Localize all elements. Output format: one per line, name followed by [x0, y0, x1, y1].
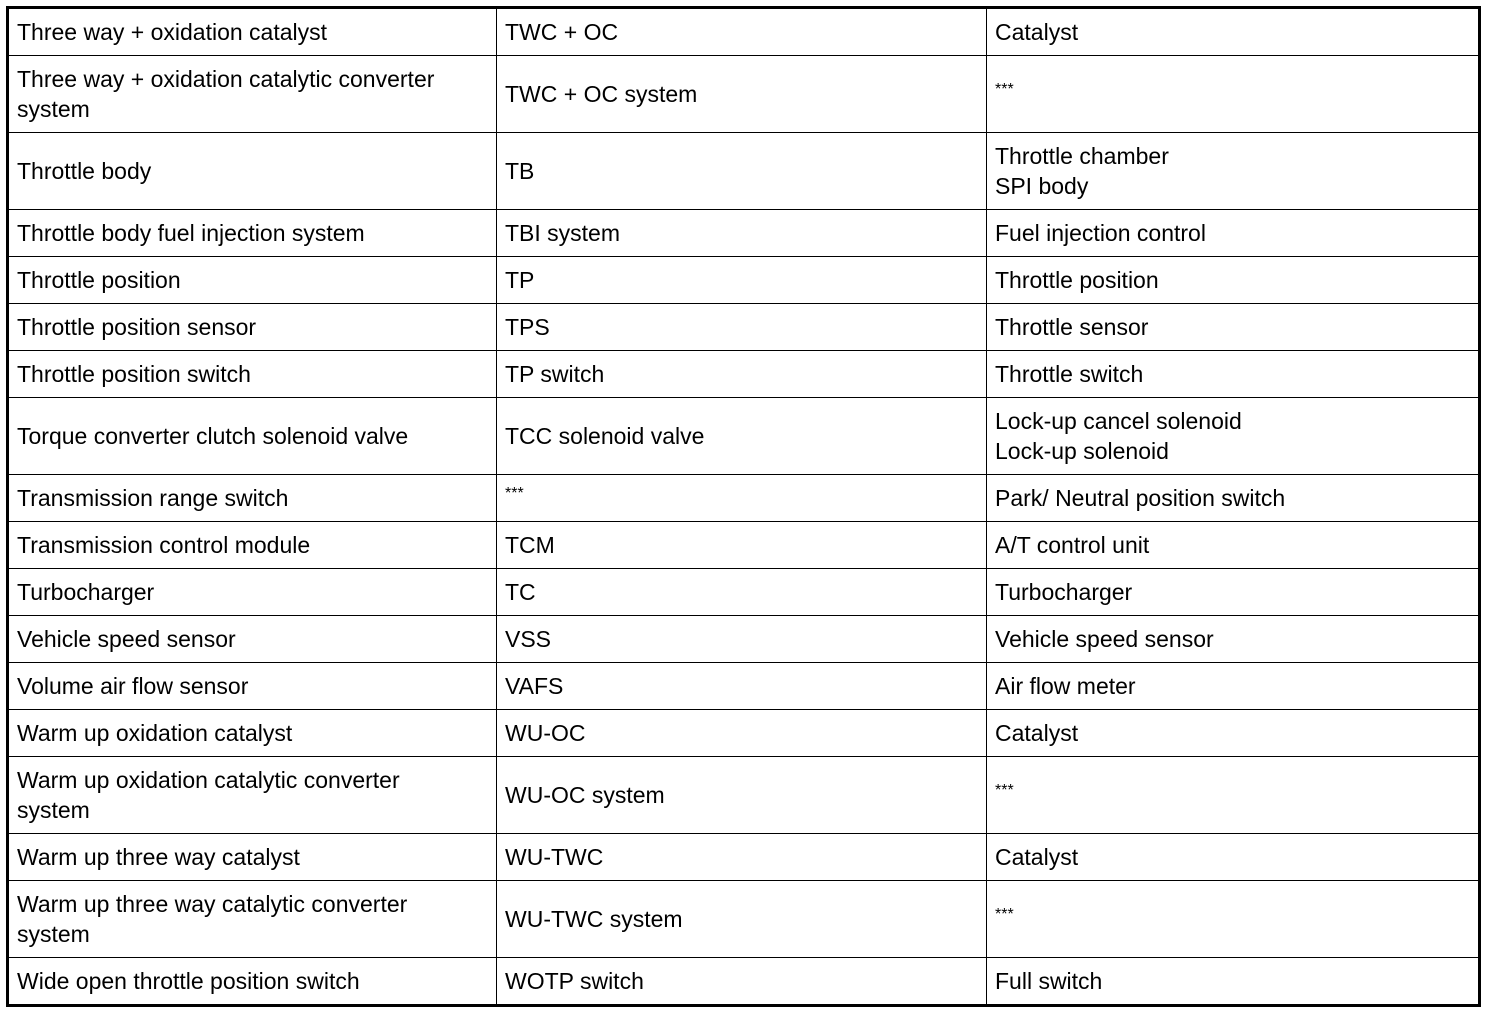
other-term-cell: Throttle switch: [987, 351, 1480, 398]
other-term-cell: Catalyst: [987, 834, 1480, 881]
abbreviation-cell: TP: [497, 257, 987, 304]
abbreviation-cell: WOTP switch: [497, 958, 987, 1006]
term-cell: Three way + oxidation catalyst: [8, 8, 497, 56]
table-row: [8, 663, 1480, 710]
table-row: [8, 398, 1480, 475]
term-cell: Transmission control module: [8, 522, 497, 569]
not-applicable-marker: ***: [995, 781, 1014, 799]
table-row: [8, 304, 1480, 351]
abbreviation-cell: VAFS: [497, 663, 987, 710]
abbreviation-cell: TP switch: [497, 351, 987, 398]
abbreviation-cell: TPS: [497, 304, 987, 351]
table-row: [8, 616, 1480, 663]
term-cell: Three way + oxidation catalytic converter system: [8, 56, 497, 133]
table-row: [8, 569, 1480, 616]
table-row: [8, 522, 1480, 569]
term-cell: Volume air flow sensor: [8, 663, 497, 710]
not-applicable-marker: ***: [995, 905, 1014, 923]
other-term-cell: Throttle chamber SPI body: [987, 133, 1480, 210]
table-row: [8, 881, 1480, 958]
term-cell: Warm up three way catalytic converter system: [8, 881, 497, 958]
table-row: [8, 757, 1480, 834]
term-cell: Torque converter clutch solenoid valve: [8, 398, 497, 475]
term-cell: Warm up three way catalyst: [8, 834, 497, 881]
abbreviation-cell: TC: [497, 569, 987, 616]
abbreviation-cell: TWC + OC: [497, 8, 987, 56]
table-row: [8, 56, 1480, 133]
other-term-cell: Park/ Neutral position switch: [987, 475, 1480, 522]
table-row: [8, 475, 1480, 522]
term-cell: Vehicle speed sensor: [8, 616, 497, 663]
other-term-cell: Catalyst: [987, 710, 1480, 757]
abbreviation-cell: WU-TWC system: [497, 881, 987, 958]
other-term-cell: Full switch: [987, 958, 1480, 1006]
table-row: [8, 351, 1480, 398]
term-cell: Throttle position: [8, 257, 497, 304]
other-term-cell: [987, 56, 1480, 133]
terminology-table: [6, 6, 1481, 1007]
other-term-cell: Lock-up cancel solenoid Lock-up solenoid: [987, 398, 1480, 475]
other-term-cell: Fuel injection control: [987, 210, 1480, 257]
abbreviation-cell: WU-OC system: [497, 757, 987, 834]
table-row: [8, 834, 1480, 881]
abbreviation-cell: VSS: [497, 616, 987, 663]
term-cell: Throttle body fuel injection system: [8, 210, 497, 257]
other-term-cell: Air flow meter: [987, 663, 1480, 710]
abbreviation-cell: TWC + OC system: [497, 56, 987, 133]
table-row: [8, 958, 1480, 1006]
other-term-cell: Vehicle speed sensor: [987, 616, 1480, 663]
other-term-cell: A/T control unit: [987, 522, 1480, 569]
table-row: [8, 133, 1480, 210]
other-term-cell: Throttle sensor: [987, 304, 1480, 351]
term-cell: Warm up oxidation catalytic converter system: [8, 757, 497, 834]
abbreviation-cell: TCC solenoid valve: [497, 398, 987, 475]
other-term-cell: Throttle position: [987, 257, 1480, 304]
abbreviation-cell: WU-OC: [497, 710, 987, 757]
abbreviation-cell: [497, 475, 987, 522]
term-cell: Throttle body: [8, 133, 497, 210]
other-term-cell: [987, 757, 1480, 834]
term-cell: Warm up oxidation catalyst: [8, 710, 497, 757]
term-cell: Throttle position sensor: [8, 304, 497, 351]
table-row: [8, 8, 1480, 56]
term-cell: Transmission range switch: [8, 475, 497, 522]
table-row: [8, 257, 1480, 304]
not-applicable-marker: ***: [505, 484, 524, 502]
abbreviation-cell: TBI system: [497, 210, 987, 257]
abbreviation-cell: TB: [497, 133, 987, 210]
term-cell: Throttle position switch: [8, 351, 497, 398]
table-row: [8, 710, 1480, 757]
other-term-cell: Turbocharger: [987, 569, 1480, 616]
term-cell: Wide open throttle position switch: [8, 958, 497, 1006]
other-term-cell: [987, 881, 1480, 958]
abbreviation-cell: TCM: [497, 522, 987, 569]
term-cell: Turbocharger: [8, 569, 497, 616]
other-term-cell: Catalyst: [987, 8, 1480, 56]
not-applicable-marker: ***: [995, 80, 1014, 98]
table-row: [8, 210, 1480, 257]
abbreviation-cell: WU-TWC: [497, 834, 987, 881]
